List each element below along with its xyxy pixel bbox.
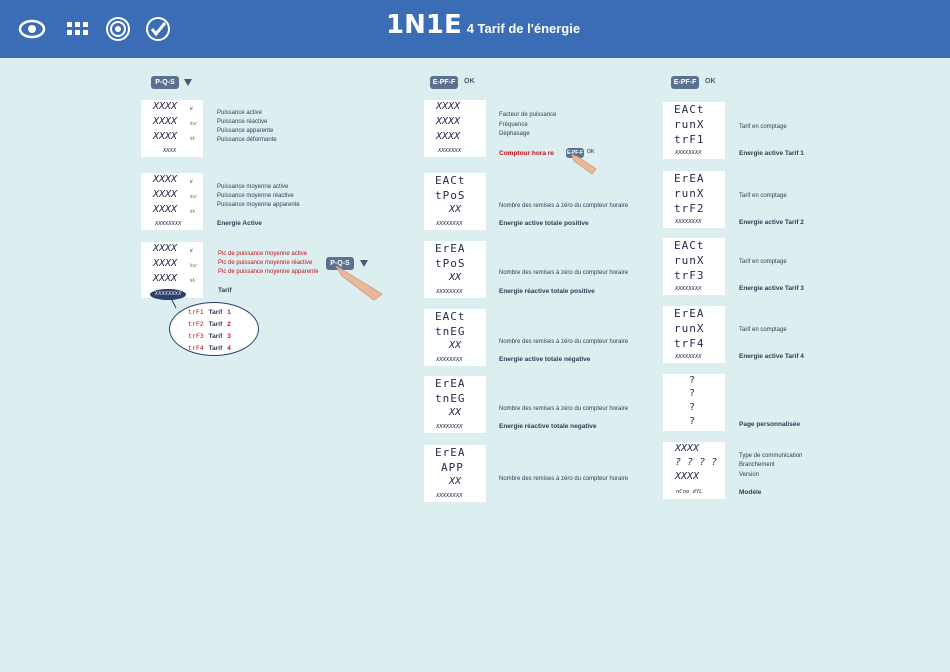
label-remises-3: Nombre des remises à zéro du compteur horaire [499, 339, 629, 345]
header-bar [0, 0, 950, 58]
tariff-row-4: trF4 Tarif 4 [188, 344, 231, 352]
label-energie-reactive-totale-negative: Energie réactive totale negative [499, 423, 597, 430]
label-frequence: Fréquence [499, 122, 528, 128]
eye-icon[interactable] [18, 16, 46, 42]
label-energie-active-tarif-1: Energie active Tarif 1 [739, 150, 804, 157]
lcd-screen-average-power: XXXX XXXX XXXX XXXXXXXX W Var VA [141, 173, 203, 230]
label-tarif-comptage-4: Tarif en comptage [739, 327, 787, 333]
bubble-connector [168, 296, 188, 308]
lcd-screen-custom-page: ? ? ? ? [663, 374, 725, 431]
hand-pointer-icon [334, 264, 384, 302]
label-puissance-reactive: Puissance réactive [217, 119, 268, 125]
lcd-screen-tarif-1: EACt runX trF1 XXXXXXXX [663, 102, 725, 159]
epff-small-button[interactable]: E-PF-F [566, 150, 584, 156]
lcd-screen-erea-tneg: ErEA tnEG XX XXXXXXXX [424, 376, 486, 433]
label-tarif-comptage-1: Tarif en comptage [739, 124, 787, 130]
tariff-row-3: trF3 Tarif 3 [188, 332, 231, 340]
lcd-screen-erea-app: ErEA APP XX XXXXXXXX [424, 445, 486, 502]
tariff-bubble [169, 302, 259, 356]
lcd-screen-tarif-4: ErEA runX trF4 XXXXXXXX [663, 306, 725, 363]
label-moyenne-apparente: Puissance moyenne apparente [217, 202, 300, 208]
pqs-button[interactable]: P-Q-S [151, 76, 179, 89]
epff-ok-label: OK [464, 78, 475, 85]
tariff-row-2: trF2 Tarif 2 [188, 320, 231, 328]
hand-pointer-2-icon [570, 153, 598, 175]
label-energie-active-tarif-4: Energie active Tarif 4 [739, 353, 804, 360]
label-facteur-puissance: Facteur de puissance [499, 112, 557, 118]
lcd-screen-tarif-3: EACt runX trF3 XXXXXXXX [663, 238, 725, 295]
label-energie-active-totale-negative: Energie active totale négative [499, 356, 591, 363]
epff-button[interactable]: E-PF-F [430, 76, 458, 89]
lcd-screen-model: XXXX ? ? ? ? XXXX nCno dYL [663, 442, 725, 499]
label-tarif-comptage-2: Tarif en comptage [739, 193, 787, 199]
lcd-screen-peak-power: XXXX XXXX XXXX W Var VA [141, 242, 203, 298]
label-page-personnalisee: Page personnalisée [739, 421, 801, 428]
label-remises-1: Nombre des remises à zéro du compteur horaire [499, 203, 629, 209]
label-pic-active: Pic de puissance moyenne active [218, 251, 308, 257]
label-branchement: Branchement [739, 462, 775, 468]
label-compteur-horaire: Comptour hora re [499, 150, 554, 157]
label-puissance-active: Puissance active [217, 110, 263, 116]
spiral-icon[interactable] [104, 16, 132, 42]
label-remises-5: Nombre des remises à zéro du compteur horaire [499, 476, 629, 482]
pqs-press-button[interactable]: P-Q-S [326, 257, 354, 270]
label-energie-active: Energie Active [217, 220, 262, 227]
tariff-row-1: trF1 Tarif 1 [188, 308, 231, 316]
lcd-screen-eact-tneg: EACt tnEG XX XXXXXXXX [424, 309, 486, 366]
tariff-highlight-oval: XXXXXXXX [150, 289, 186, 300]
label-modele: Modèle [739, 489, 762, 496]
label-dephasage: Déphasage [499, 131, 530, 137]
label-version: Version [739, 472, 760, 478]
epff-button-2[interactable]: E-PF-F [671, 76, 699, 89]
lcd-screen-tarif-2: ErEA runX trF2 XXXXXXXX [663, 171, 725, 228]
label-moyenne-reactive: Puissance moyenne réactive [217, 193, 294, 199]
label-moyenne-active: Puissance moyenne active [217, 184, 289, 190]
lcd-screen-power: XXXX XXXX XXXX XXXX W Var VA [141, 100, 203, 157]
lcd-screen-power-factor: XXXX XXXX XXXX XXXXXXX [424, 100, 486, 157]
label-energie-active-tarif-2: Energie active Tarif 2 [739, 219, 804, 226]
check-icon[interactable] [144, 16, 172, 42]
lcd-screen-eact-tpos: EACt tPoS XX XXXXXXXX [424, 173, 486, 230]
pqs-arrow-icon[interactable] [184, 79, 192, 86]
label-remises-4: Nombre des remises à zéro du compteur horaire [499, 406, 629, 412]
label-energie-active-totale-positive: Energie active totale positive [499, 220, 589, 227]
label-pic-reactive: Pic de puissance moyenne réactive [218, 260, 313, 266]
epff-ok-label-2: OK [705, 78, 716, 85]
title-model: 1N1E [386, 10, 462, 40]
lcd-screen-erea-tpos: ErEA tPoS XX XXXXXXXX [424, 241, 486, 298]
grid-icon[interactable] [64, 16, 92, 42]
label-tarif-comptage-3: Tarif en comptage [739, 259, 787, 265]
label-puissance-deformante: Puissance déformante [217, 137, 277, 143]
label-remises-2: Nombre des remises à zéro du compteur horaire [499, 270, 629, 276]
epff-small-ok: OK [587, 149, 595, 155]
label-tarif: Tarif [218, 287, 232, 294]
label-puissance-apparente: Puissance apparente [217, 128, 274, 134]
label-pic-apparente: Pic de puissance moyenne apparente [218, 269, 319, 275]
title-section: 4 Tarif de l'énergie [466, 21, 581, 36]
page-title [386, 10, 580, 40]
label-energie-active-tarif-3: Energie active Tarif 3 [739, 285, 804, 292]
label-energie-reactive-totale-positive: Energie réactive totale positive [499, 288, 595, 295]
label-type-communication: Type de communication [739, 453, 803, 459]
